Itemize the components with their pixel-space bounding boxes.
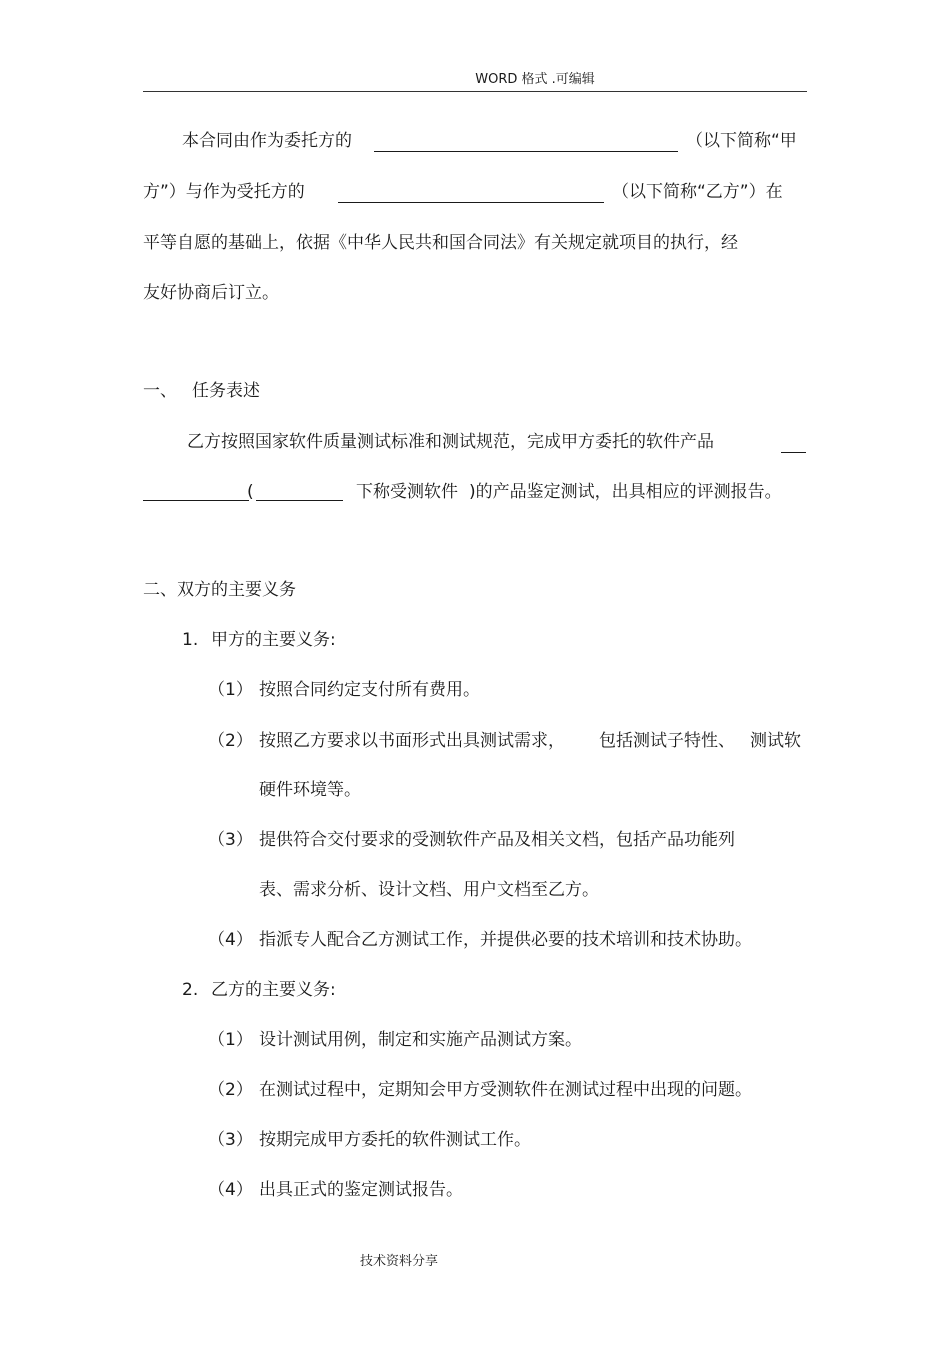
- a-item-2-cont: 硬件环境等。: [259, 780, 361, 800]
- sub1-number: 1.: [182, 630, 199, 650]
- section1-para-line2a: 下称受测软件: [356, 482, 458, 502]
- sub2-number: 2.: [182, 980, 199, 1000]
- short-name-blank: [256, 484, 343, 501]
- a-item-3-cont: 表、需求分析、设计文档、用户文档至乙方。: [259, 880, 599, 900]
- intro-line-1: [182, 129, 352, 153]
- a-item-2-text-b: 包括测试子特性、: [599, 731, 735, 751]
- section1-title: 任务表述: [192, 381, 260, 401]
- a-item-4-text: 指派专人配合乙方测试工作，并提供必要的技术培训和技术协助。: [259, 930, 752, 950]
- contractor-name-blank: [338, 186, 604, 203]
- b-item-3-num: （3）: [208, 1130, 253, 1150]
- a-item-3-num: （3）: [208, 830, 253, 850]
- intro-text-2a: 方”）与作为受托方的: [143, 182, 305, 202]
- intro-text-3: 平等自愿的基础上，依据《中华人民共和国合同法》有关规定就项目的执行，经: [143, 233, 738, 253]
- page-footer: 技术资料分享: [360, 1254, 439, 1269]
- a-item-1-num: （1）: [208, 680, 253, 700]
- b-item-2-num: （2）: [208, 1080, 253, 1100]
- sub2-title: 乙方的主要义务:: [211, 980, 336, 1000]
- sub1-title: 甲方的主要义务:: [211, 630, 336, 650]
- b-item-4-num: （4）: [208, 1180, 253, 1200]
- intro-text-2b: （以下简称“乙方”）在: [612, 182, 783, 202]
- b-item-1-num: （1）: [208, 1030, 253, 1050]
- a-item-3-text: 提供符合交付要求的受测软件产品及相关文档，包括产品功能列: [259, 830, 735, 850]
- b-item-2-text: 在测试过程中，定期知会甲方受测软件在测试过程中出现的问题。: [259, 1080, 752, 1100]
- a-item-2-text: 按照乙方要求以书面形式出具测试需求，: [259, 731, 565, 751]
- intro-text-1b: （以下简称“甲: [686, 131, 797, 151]
- header-rule: [143, 91, 807, 92]
- client-name-blank: [374, 135, 678, 152]
- b-item-4-text: 出具正式的鉴定测试报告。: [259, 1180, 463, 1200]
- section1-paren: (: [247, 482, 254, 502]
- b-item-3-text: 按期完成甲方委托的软件测试工作。: [259, 1130, 531, 1150]
- intro-text-4: 友好协商后订立。: [143, 283, 279, 303]
- section1-number: 一、: [143, 381, 177, 401]
- a-item-2-text-c: 测试软: [750, 731, 801, 751]
- b-item-1-text: 设计测试用例，制定和实施产品测试方案。: [259, 1030, 582, 1050]
- page-header-title: WORD 格式 .可编辑: [475, 72, 595, 87]
- product-name-blank-1: [781, 436, 806, 453]
- a-item-2-num: （2）: [208, 731, 253, 751]
- a-item-4-num: （4）: [208, 930, 253, 950]
- intro-text-1a: 本合同由作为委托方的: [182, 131, 352, 151]
- a-item-1-text: 按照合同约定支付所有费用。: [259, 680, 480, 700]
- product-name-blank-2: [143, 484, 249, 501]
- section1-para-line1: 乙方按照国家软件质量测试标准和测试规范，完成甲方委托的软件产品: [187, 432, 714, 452]
- section2-title: 二、双方的主要义务: [143, 580, 296, 600]
- section1-para-line2b: )的产品鉴定测试，出具相应的评测报告。: [469, 482, 782, 502]
